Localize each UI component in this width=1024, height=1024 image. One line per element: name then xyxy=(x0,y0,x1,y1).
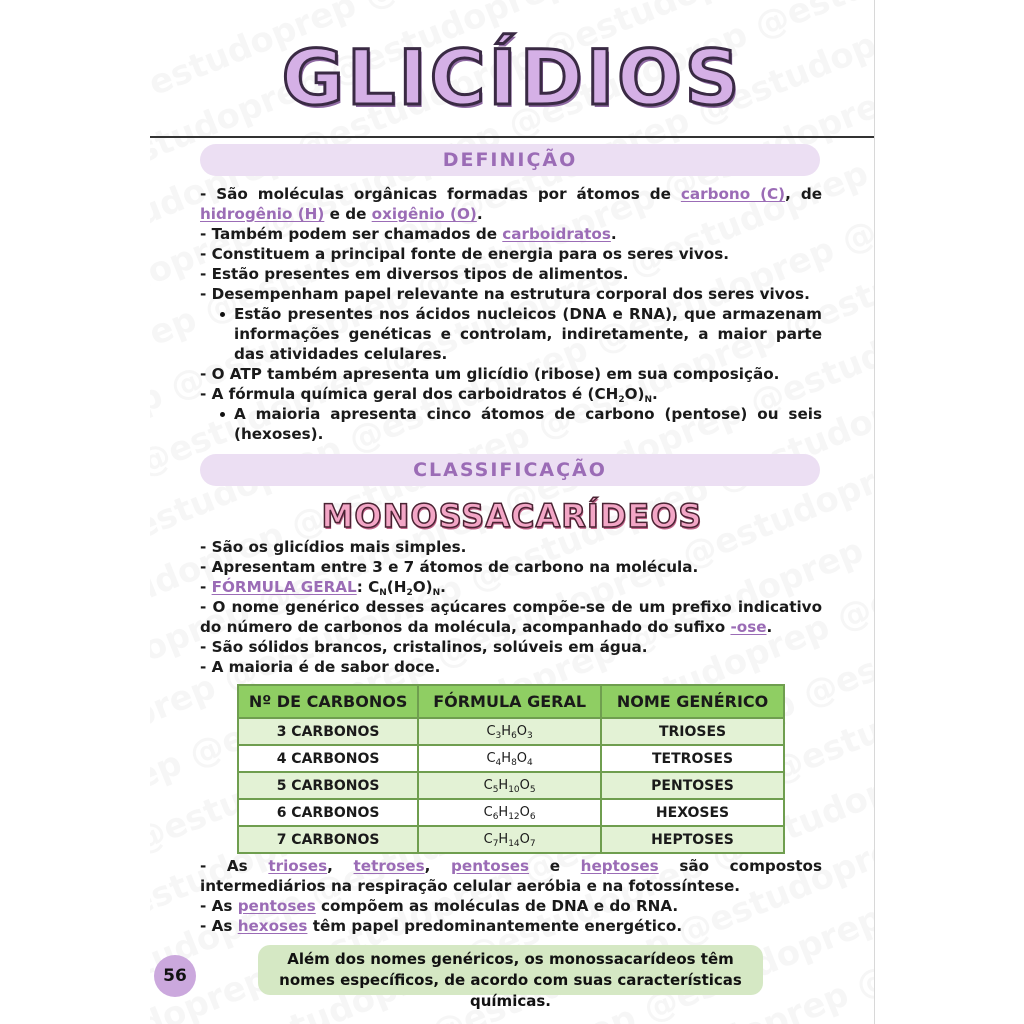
formula-subscript: 5 xyxy=(529,785,536,795)
table-header-carbonos: Nº DE CARBONOS xyxy=(238,685,418,718)
formula-element: O xyxy=(516,724,528,739)
after-p1-and: e xyxy=(529,857,581,875)
formula-subscript: 6 xyxy=(492,812,499,822)
link-trioses: trioses xyxy=(268,857,328,875)
def-p1-text-c: e de xyxy=(324,205,372,223)
link-pentoses: pentoses xyxy=(451,857,530,875)
def-p7-sub-n: N xyxy=(644,395,652,405)
formula-element: C xyxy=(486,751,496,766)
cls-paragraph-1: - São os glicídios mais simples. xyxy=(200,538,467,556)
cell-formula xyxy=(418,718,601,745)
note-box: Além dos nomes genéricos, os monossacarídeos têm nomes específicos, de acordo com suas características químicas. xyxy=(258,945,763,995)
cls-p3-sub-n2: N xyxy=(432,588,441,598)
cls-p4-text-b: . xyxy=(766,618,773,636)
def-bullet-1: Estão presentes nos ácidos nucleicos (DNA e RNA), que armazenam informações genéticas e controlam, indiretamente, a maior parte das atividades celulares. xyxy=(200,304,822,364)
cls-p3-dash: - xyxy=(200,578,212,596)
link-carboidratos: carboidratos xyxy=(502,225,611,243)
page xyxy=(150,0,875,1024)
cls-paragraph-3 xyxy=(200,577,822,597)
after-p3-text-b: têm papel predominantemente energético. xyxy=(307,917,683,935)
def-p1-text-a: - São moléculas orgânicas formadas por átomos de xyxy=(200,185,681,203)
after-paragraph-1 xyxy=(200,856,822,896)
formula-element: H xyxy=(501,724,512,739)
cls-paragraph-5: - São sólidos brancos, cristalinos, solúveis em água. xyxy=(200,638,648,656)
formula-subscript: 10 xyxy=(508,785,520,795)
link-pentoses-2: pentoses xyxy=(237,897,316,915)
cell-carbonos: 4 CARBONOS xyxy=(238,745,418,772)
cell-carbonos: 6 CARBONOS xyxy=(238,799,418,826)
after-p2-text-b: compõem as moléculas de DNA e do RNA. xyxy=(315,897,679,915)
after-p2-text-a: - As xyxy=(200,897,238,915)
cls-p3-text-c: O) xyxy=(412,578,433,596)
def-p1-text-b: , de xyxy=(785,185,822,203)
cls-paragraph-2: - Apresentam entre 3 e 7 átomos de carbono na molécula. xyxy=(200,558,699,576)
cls-p3-text-b: (H xyxy=(386,578,407,596)
page-number-badge: 56 xyxy=(154,955,196,997)
after-p1-comma-2: , xyxy=(424,857,452,875)
after-paragraph-3 xyxy=(200,916,822,936)
after-table-body xyxy=(200,856,822,936)
def-paragraph-2 xyxy=(200,224,822,244)
subheading-monossacarideos: MONOSSACARÍDEOS xyxy=(321,497,703,535)
formula-subscript: 6 xyxy=(511,731,517,741)
section-heading-definicao: DEFINIÇÃO xyxy=(200,144,820,176)
table-header-nome: NOME GENÉRICO xyxy=(601,685,784,718)
def-p7-text-a: - A fórmula química geral dos carboidratos é (CH xyxy=(200,385,619,403)
link-hidrogenio: hidrogênio (H) xyxy=(200,205,325,223)
formula-element: O xyxy=(519,832,530,847)
formula-element: H xyxy=(498,778,509,793)
formula-element: O xyxy=(519,778,530,793)
section-heading-classificacao: CLASSIFICAÇÃO xyxy=(200,454,820,486)
cell-formula xyxy=(418,745,601,772)
formula-subscript: 4 xyxy=(495,758,502,768)
link-sufixo-ose: -ose xyxy=(730,618,767,636)
link-hexoses: hexoses xyxy=(237,917,308,935)
table-header-row xyxy=(238,685,784,718)
table-row xyxy=(238,718,784,745)
cell-carbonos: 3 CARBONOS xyxy=(238,718,418,745)
link-carbono: carbono (C) xyxy=(680,185,786,203)
def-p1-text-d: . xyxy=(476,205,483,223)
cell-nome: TRIOSES xyxy=(601,718,784,745)
formula-element: H xyxy=(498,832,509,847)
formula-subscript: 5 xyxy=(492,785,499,795)
formula-subscript: 6 xyxy=(529,812,536,822)
formula-subscript: 3 xyxy=(495,731,502,741)
cls-p3-text-d: . xyxy=(440,578,446,596)
formula-element: C xyxy=(483,805,493,820)
cls-p3-text-a: : C xyxy=(356,578,380,596)
def-p7-text-b: O) xyxy=(624,385,645,403)
link-oxigenio: oxigênio (O) xyxy=(371,205,477,223)
formula-subscript: 7 xyxy=(492,839,499,849)
formula-element: C xyxy=(486,724,496,739)
after-p1-text-b: são compostos intermediários na respiração celular aeróbia e na fotossíntese. xyxy=(200,857,822,895)
formula-element: C xyxy=(483,778,493,793)
after-paragraph-2 xyxy=(200,896,822,916)
cls-p3-sub-2: 2 xyxy=(406,588,413,598)
formula-element: H xyxy=(498,805,509,820)
cell-nome: TETROSES xyxy=(601,745,784,772)
def-paragraph-5: - Desempenham papel relevante na estrutura corporal dos seres vivos. xyxy=(200,285,810,303)
cls-paragraph-4 xyxy=(200,597,822,637)
cls-p3-sub-n1: N xyxy=(379,588,387,598)
cell-nome: HEPTOSES xyxy=(601,826,784,853)
table-row xyxy=(238,772,784,799)
link-heptoses: heptoses xyxy=(580,857,659,875)
def-bullet-2: A maioria apresenta cinco átomos de carbono (pentose) ou seis (hexoses). xyxy=(200,404,822,444)
link-tetroses: tetroses xyxy=(353,857,425,875)
classificacao-body xyxy=(200,537,822,677)
def-paragraph-7 xyxy=(200,384,822,404)
definicao-body xyxy=(200,184,822,444)
table-row xyxy=(238,799,784,826)
after-p3-text-a: - As xyxy=(200,917,238,935)
cell-carbonos: 5 CARBONOS xyxy=(238,772,418,799)
def-paragraph-1 xyxy=(200,184,822,224)
def-p7-sub-2: 2 xyxy=(618,395,625,405)
table-header-formula: FÓRMULA GERAL xyxy=(418,685,601,718)
cls-paragraph-6: - A maioria é de sabor doce. xyxy=(200,658,441,676)
formula-subscript: 8 xyxy=(511,758,517,768)
formula-subscript: 12 xyxy=(508,812,520,822)
formula-subscript: 14 xyxy=(508,839,520,849)
cell-carbonos: 7 CARBONOS xyxy=(238,826,418,853)
formula-subscript: 7 xyxy=(529,839,536,849)
def-p2-text-a: - Também podem ser chamados de xyxy=(200,225,503,243)
after-p1-text-a: - As xyxy=(200,857,269,875)
page-title: GLICÍDIOS xyxy=(281,33,743,122)
after-p1-comma-1: , xyxy=(327,857,354,875)
def-p2-text-b: . xyxy=(610,225,617,243)
monossacarideos-table xyxy=(237,684,785,854)
table-row xyxy=(238,826,784,853)
cell-formula xyxy=(418,799,601,826)
def-p7-text-c: . xyxy=(651,385,658,403)
cell-formula xyxy=(418,826,601,853)
title-divider xyxy=(150,136,874,138)
formula-element: H xyxy=(501,751,512,766)
formula-subscript: 3 xyxy=(527,731,533,741)
formula-element: O xyxy=(516,751,528,766)
label-formula-geral: FÓRMULA GERAL xyxy=(211,578,357,596)
cell-formula xyxy=(418,772,601,799)
def-paragraph-4: - Estão presentes em diversos tipos de alimentos. xyxy=(200,265,629,283)
def-paragraph-3: - Constituem a principal fonte de energia para os seres vivos. xyxy=(200,245,730,263)
table-row xyxy=(238,745,784,772)
cell-nome: HEXOSES xyxy=(601,799,784,826)
def-paragraph-6: - O ATP também apresenta um glicídio (ribose) em sua composição. xyxy=(200,365,780,383)
formula-element: O xyxy=(519,805,530,820)
cell-nome: PENTOSES xyxy=(601,772,784,799)
formula-element: C xyxy=(483,832,493,847)
cls-p4-text-a: - O nome genérico desses açúcares compõe-se de um prefixo indicativo do número de carbonos da molécula, acompanhado do sufixo xyxy=(200,598,822,636)
formula-subscript: 4 xyxy=(527,758,533,768)
